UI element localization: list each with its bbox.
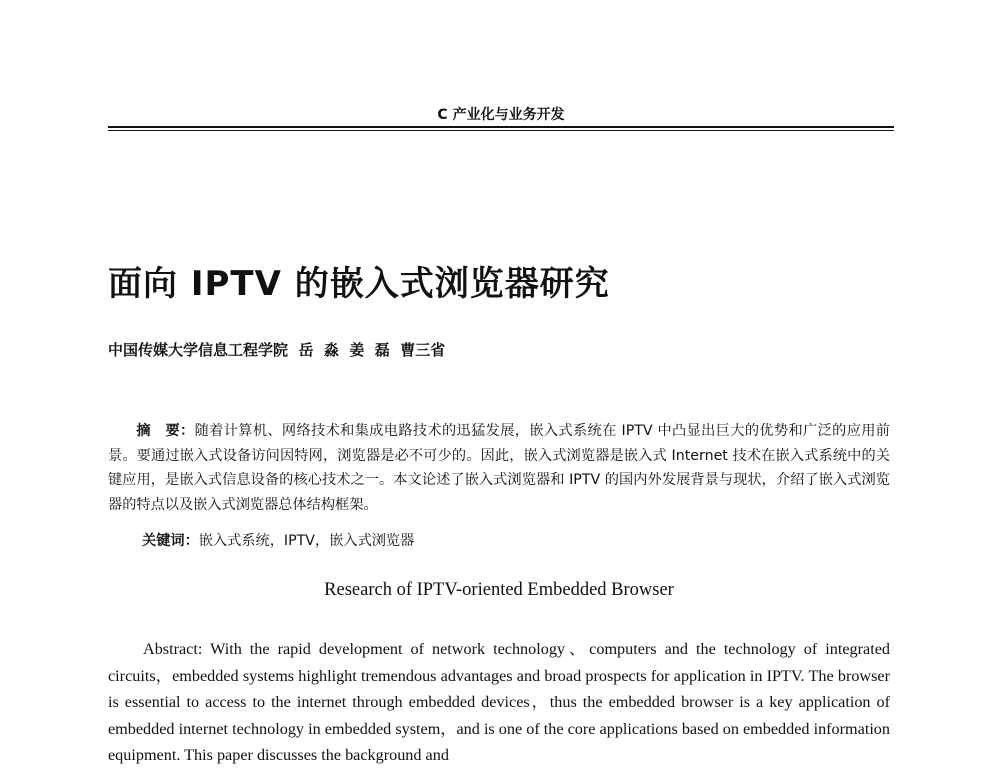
chinese-abstract xyxy=(108,419,890,517)
chinese-keywords-text: 嵌入式系统，IPTV，嵌入式浏览器 xyxy=(198,533,415,549)
section-header: C 产业化与业务开发 xyxy=(437,107,565,123)
chinese-abstract-label: 摘 要： xyxy=(136,423,195,439)
header-rule-thick xyxy=(108,126,894,128)
header-rule-thin xyxy=(108,130,894,131)
author-line: 中国传媒大学信息工程学院 岳 淼 姜 磊 曹三省 xyxy=(108,341,446,359)
paper-title: 面向 IPTV 的嵌入式浏览器研究 xyxy=(108,264,610,304)
chinese-abstract-text: 随着计算机、网络技术和集成电路技术的迅猛发展，嵌入式系统在 IPTV 中凸显出巨大的优势和广泛的应用前景。要通过嵌入式设备访问因特网，浏览器是必不可少的。因此，嵌入式浏览器是嵌入式 Internet 技术在嵌入式系统中的关键应用，是嵌入式信息设备的核心技术之一。本文论述了嵌入式浏览器和 IPTV 的国内外发展背景与现状，介绍了嵌入式浏览器的特点以及嵌入式浏览器总体结构框架。 xyxy=(108,423,890,513)
english-title: Research of IPTV-oriented Embedded Browser xyxy=(324,580,674,600)
english-abstract: Abstract: With the rapid development of network technology、computers and the technology of integrated circuits，embedded systems highlight tremendous advantages and broad prospects for application in IPTV. The browser is essential to access to the internet through embedded devices，thus the embedded browser is a key application of embedded internet technology in embedded system，and is one of the core applications based on embedded information equipment. This paper discusses the background and xyxy=(108,640,890,765)
chinese-keywords-label: 关键词： xyxy=(142,533,199,549)
chinese-keywords xyxy=(142,530,414,550)
